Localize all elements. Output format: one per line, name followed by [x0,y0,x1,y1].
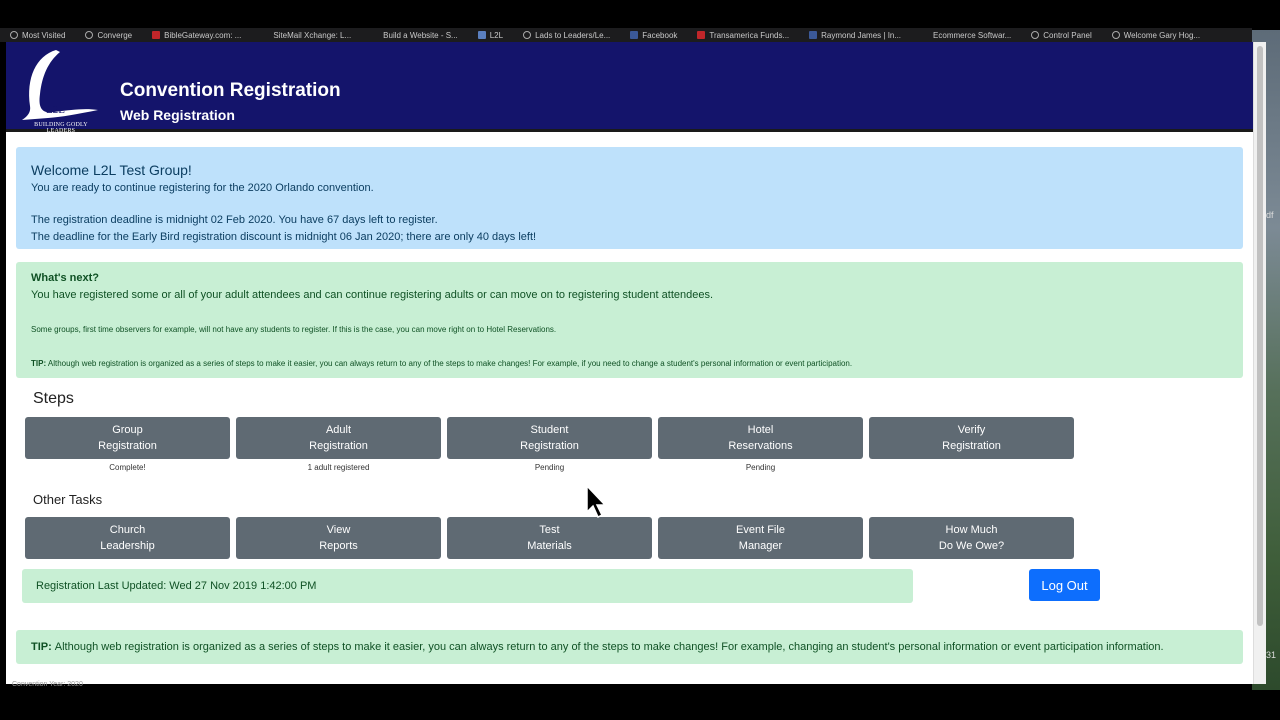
bookmark-transamerica[interactable] [687,31,799,40]
bookmark-label: Control Panel [1043,30,1092,40]
bookmark-label: Build a Website - S... [383,30,458,40]
button-line2: Do We Owe? [938,540,1005,552]
bookmark-converge[interactable] [75,31,142,40]
step-status: 1 adult registered [307,463,370,472]
doc-icon [478,31,486,39]
step-adult-registration [236,417,441,473]
button-line2: Materials [527,540,572,552]
bookmark-label: Lads to Leaders/Le... [535,30,611,40]
tip-text: Although web registration is organized as a series of steps to make it easier, you can always return to any of the steps to make changes! For example, if you need to change a student's personal information or event participation. [46,359,853,368]
button-line2: Reports [319,540,358,552]
bookmark-build-website[interactable] [361,31,468,40]
step-status: Complete! [109,463,146,472]
globe-icon [1112,31,1120,39]
button-line1: Hotel [747,424,774,436]
bookmark-label: Transamerica Funds... [709,30,790,40]
button-line2: Reservations [728,440,793,452]
welcome-alert [16,147,1243,249]
button-line1: How Much [945,524,998,536]
how-much-do-we-owe-button[interactable] [869,517,1074,559]
bookmark-biblegateway[interactable] [142,31,251,40]
tip-label: TIP: [31,359,47,368]
step-status: Pending [745,463,776,472]
page-subtitle: Web Registration [120,107,235,123]
logo-tagline: BUILDING GODLY LEADERS [34,122,88,134]
test-materials-button[interactable] [447,517,652,559]
button-line1: Church [109,524,146,536]
church-leadership-button[interactable] [25,517,230,559]
transamerica-icon [697,31,705,39]
button-line1: Group [112,424,143,436]
l2l-logo[interactable] [18,48,100,134]
bookmark-facebook[interactable] [620,31,687,40]
convention-year-footer: Convention Year: 2020 [12,681,83,688]
other-tasks-heading: Other Tasks [33,492,103,507]
bookmark-label: Raymond James | In... [821,30,902,40]
rj-icon [809,31,817,39]
bible-icon [152,31,160,39]
log-out-button[interactable]: Log Out [1029,569,1100,601]
scrollbar-thumb[interactable] [1257,46,1263,626]
page-title: Convention Registration [120,80,341,101]
bookmark-label: Facebook [642,30,678,40]
hotel-reservations-button[interactable] [658,417,863,459]
verify-registration-button[interactable] [869,417,1074,459]
step-group-registration [25,417,230,473]
bookmark-label: Converge [97,30,133,40]
button-line1: View [326,524,351,536]
bookmark-lads-to-leaders[interactable] [513,31,620,40]
step-verify-registration [869,417,1074,473]
bookmark-most-visited[interactable] [0,31,75,40]
welcome-title: Welcome L2L Test Group! [31,162,192,178]
bookmarks-bar [0,28,1252,42]
early-bird-deadline: The deadline for the Early Bird registration discount is midnight 06 Jan 2020; there are only 40 days left! [31,231,537,243]
whats-next-note: Some groups, first time observers for example, will not have any students to register. If this is the case, you can move right on to Hotel Reservations. [31,325,557,334]
bookmark-label: Welcome Gary Hog... [1123,30,1201,40]
logo-text: L2L [46,104,65,116]
desktop-peek-text: 31 [1266,650,1277,660]
steps-grid [25,417,1074,473]
button-line2: Registration [520,440,579,452]
whats-next-alert [16,262,1243,378]
view-reports-button[interactable] [236,517,441,559]
last-updated-banner: Registration Last Updated: Wed 27 Nov 2019 1:42:00 PM [22,569,913,603]
step-status: Pending [534,463,565,472]
adult-registration-button[interactable] [236,417,441,459]
registration-deadline: The registration deadline is midnight 02 Feb 2020. You have 67 days left to register. [31,214,438,226]
button-line2: Registration [309,440,368,452]
bookmark-label: Ecommerce Softwar... [933,30,1012,40]
button-line2: Manager [738,540,783,552]
bookmark-label: L2L [489,30,504,40]
gear-icon [10,31,18,39]
button-line2: Registration [98,440,157,452]
button-line1: Event File [736,524,785,536]
whats-next-title: What's next? [31,272,100,284]
tip-text: Although web registration is organized as a series of steps to make it easier, you can always return to any of the steps to make changes! For example, changing an student's personal information or event participation information. [54,641,1164,653]
group-registration-button[interactable] [25,417,230,459]
button-line1: Test [539,524,560,536]
bookmark-label: Most Visited [22,30,66,40]
bookmark-sitemail[interactable] [251,31,361,40]
step-student-registration [447,417,652,473]
event-file-manager-button[interactable] [658,517,863,559]
bookmark-welcome-gary[interactable] [1102,31,1210,40]
bookmark-ecommerce[interactable] [911,31,1021,40]
globe-icon [1031,31,1039,39]
button-line2: Registration [942,440,1001,452]
bookmark-label: SiteMail Xchange: L... [273,30,352,40]
whats-next-message: You have registered some or all of your adult attendees and can continue registering adults or can move on to registering student attendees. [31,289,714,301]
button-line1: Adult [325,424,352,436]
steps-heading: Steps [33,390,74,407]
globe-icon [523,31,531,39]
button-line1: Student [530,424,569,436]
bookmark-control-panel[interactable] [1021,31,1101,40]
bottom-tip-alert [16,630,1243,664]
bookmark-raymond-james[interactable] [799,31,911,40]
globe-icon [85,31,93,39]
facebook-icon [630,31,638,39]
welcome-message: You are ready to continue registering for the 2020 Orlando convention. [31,182,374,194]
whats-next-tip [31,359,852,368]
tip-label: TIP: [31,641,52,653]
button-line1: Verify [957,424,986,436]
student-registration-button[interactable] [447,417,652,459]
step-hotel-reservations [658,417,863,473]
bookmark-label: BibleGateway.com: ... [164,30,242,40]
page-scrollbar[interactable] [1253,42,1266,684]
bookmark-l2l[interactable] [468,31,513,40]
desktop-peek-text: df [1266,210,1274,220]
other-tasks-grid [25,517,1074,559]
button-line2: Leadership [100,540,155,552]
mouse-cursor-icon [585,484,607,520]
browser-viewport [6,42,1253,684]
site-header [6,42,1253,132]
